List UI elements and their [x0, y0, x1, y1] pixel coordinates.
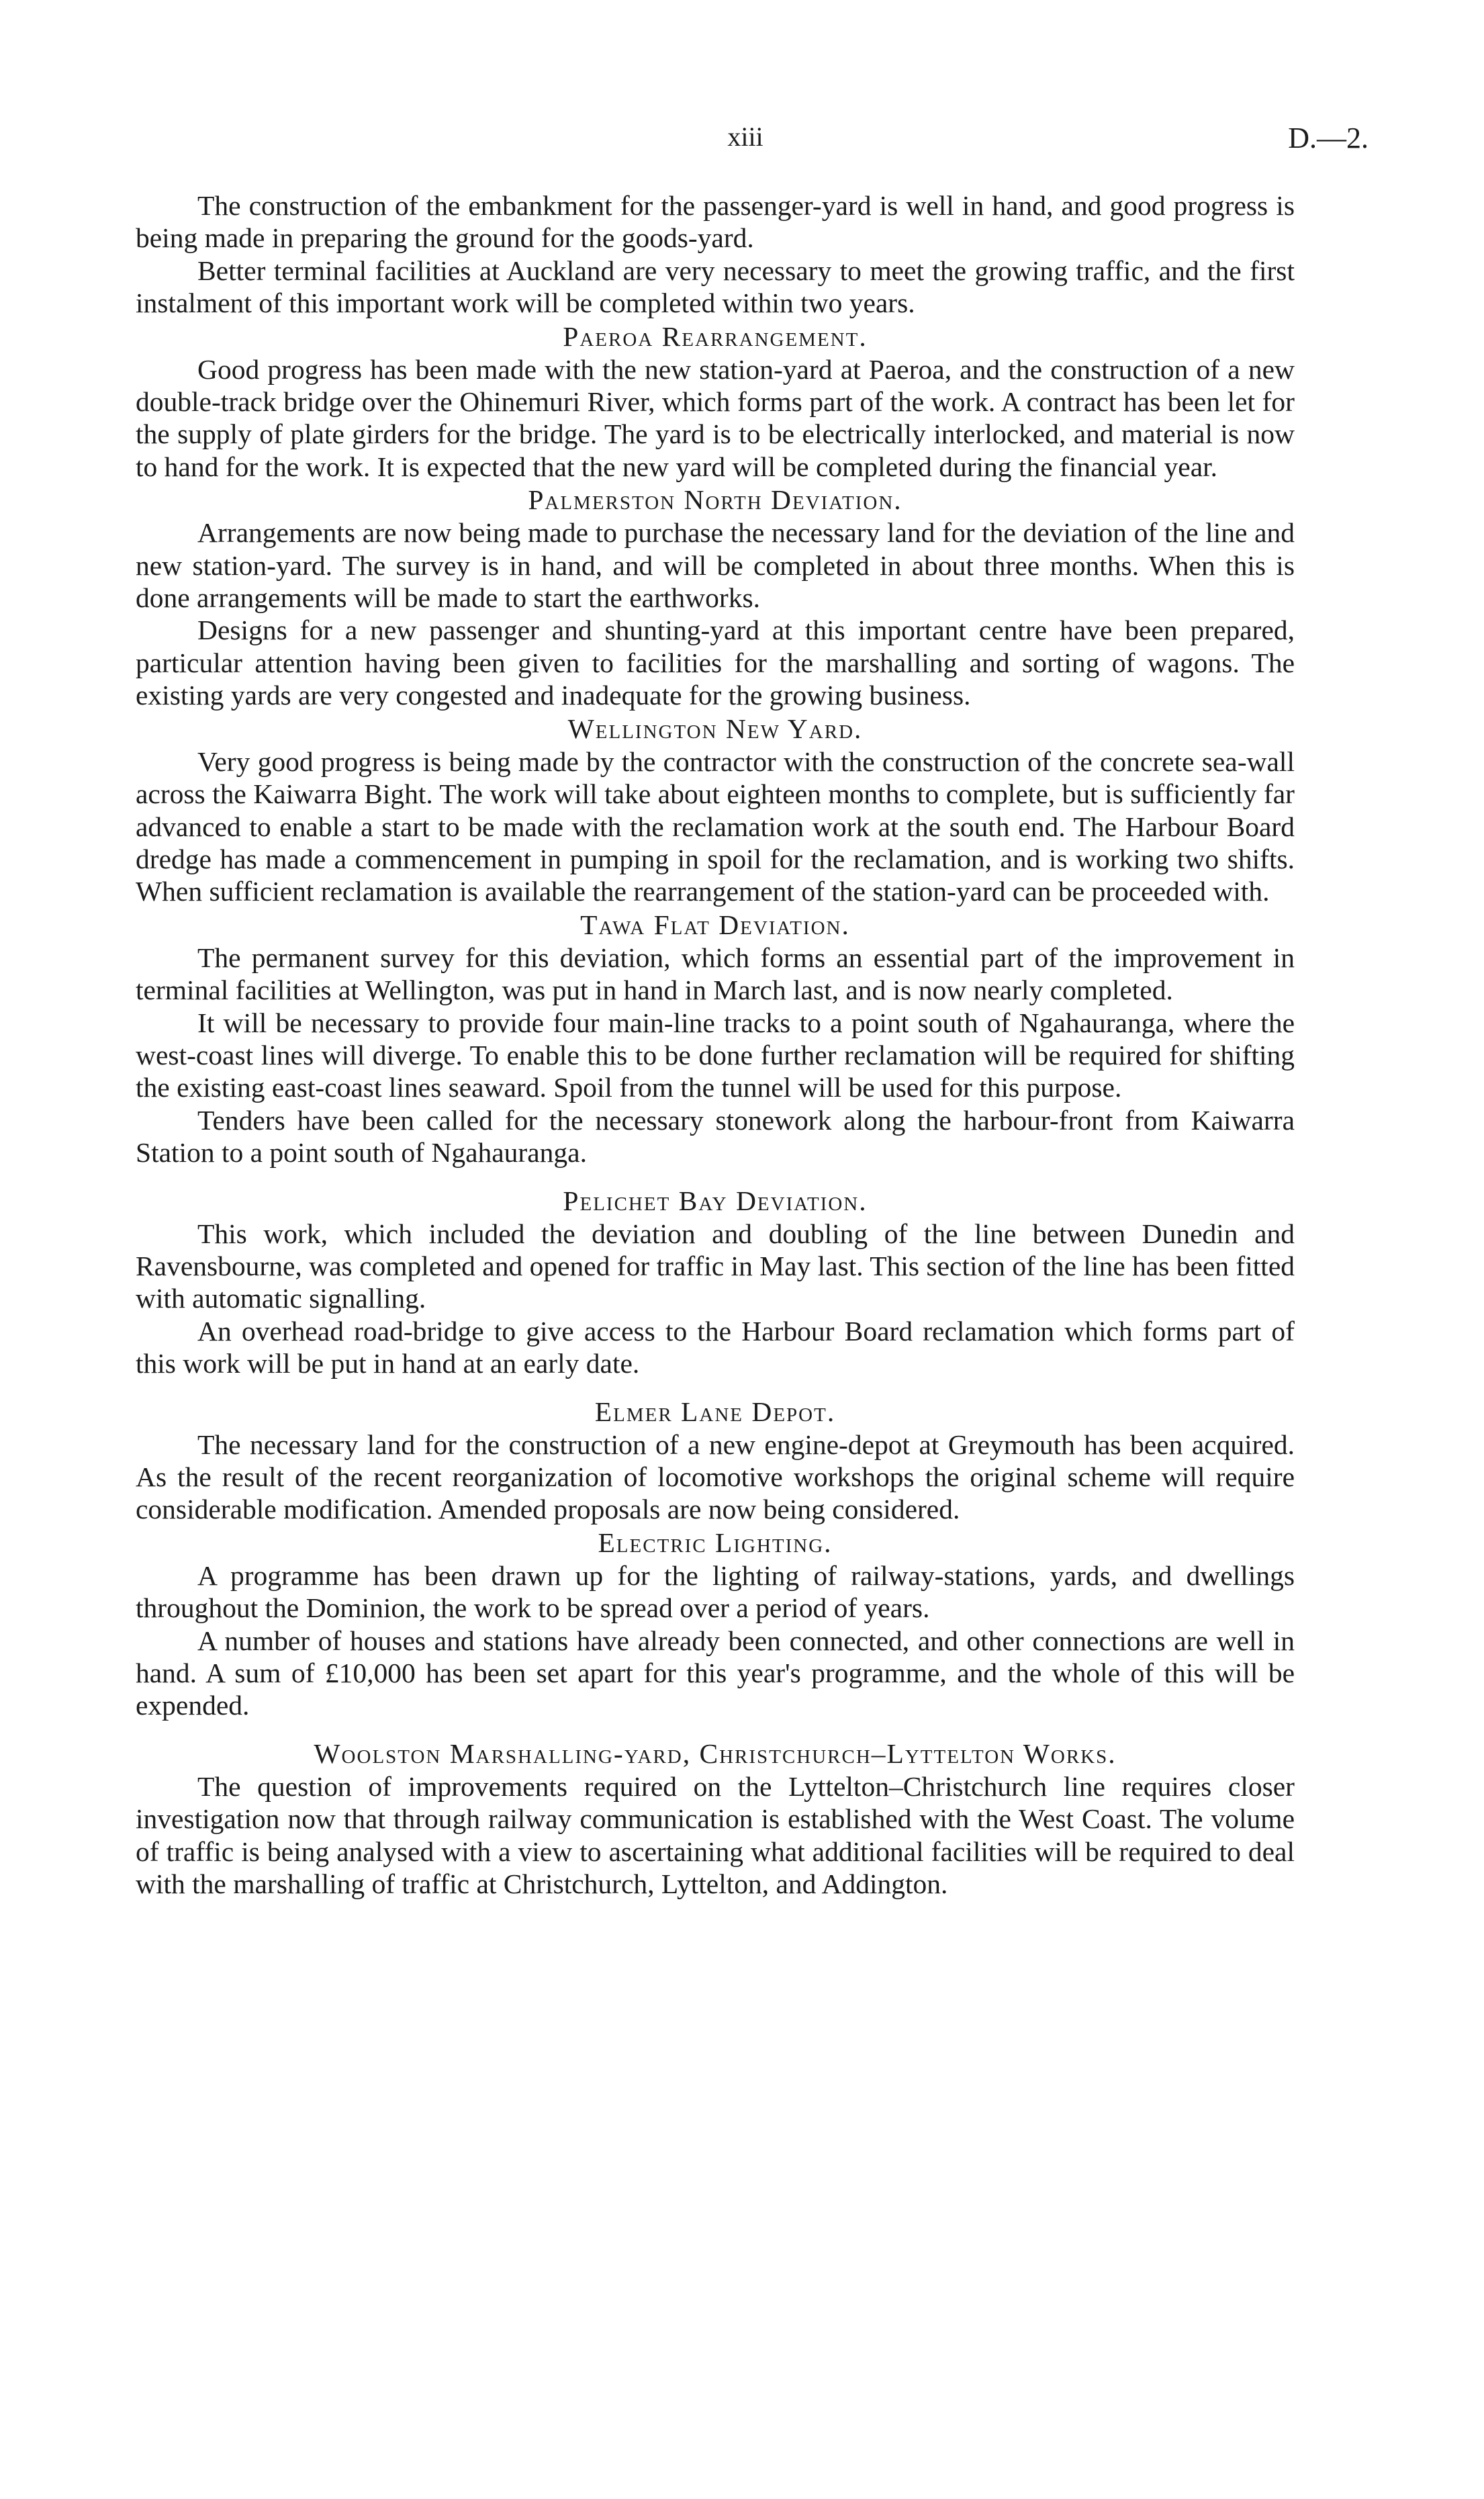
- section-wellington-new-yard: [136, 712, 1295, 908]
- section-heading: Woolston Marshalling-yard, Christchurch–Lyttelton Works.: [314, 1737, 1117, 1769]
- section-heading: Paeroa Rearrangement.: [563, 320, 868, 352]
- section-heading: Wellington New Yard.: [567, 713, 863, 744]
- paragraph: Tenders have been called for the necessary stonework along the harbour-front from Kaiwarra Station to a point south of Ngahauranga.: [136, 1104, 1295, 1169]
- paragraph: It will be necessary to provide four main-line tracks to a point south of Ngahauranga, where the west-coast lines will diverge. To enable this to be done further reclamation will be required for shifting the existing east-coast lines seaward. Spoil from the tunnel will be used for this purpose.: [136, 1007, 1295, 1103]
- section-auckland-yard: [136, 189, 1295, 320]
- section-tawa-flat-deviation: [136, 908, 1295, 1169]
- paragraph: Better terminal facilities at Auckland are very necessary to meet the growing traffic, and the first instalment of this important work will be completed within two years.: [136, 255, 1295, 319]
- paragraph: An overhead road-bridge to give access to the Harbour Board reclamation which forms part of this work will be put in hand at an early date.: [136, 1315, 1295, 1379]
- paragraph: Very good progress is being made by the contractor with the construction of the concrete sea-wall across the Kaiwarra Bight. The work will take about eighteen months to complete, but is sufficiently far advanced to enable a start to be made with the reclamation work at the south end. The Harbour Board dredge has made a commencement in pumping in spoil for the reclamation, and is working two shifts. When sufficient reclamation is available the rearrangement of the station-yard can be proceeded with.: [136, 745, 1295, 907]
- document-body: [136, 189, 1295, 1900]
- section-elmer-lane-depot: [136, 1395, 1295, 1526]
- paragraph: The construction of the embankment for the passenger-yard is well in hand, and good progress is being made in preparing the ground for the goods-yard.: [136, 190, 1295, 254]
- paragraph: Arrangements are now being made to purchase the necessary land for the deviation of the line and new station-yard. The survey is in hand, and will be completed in about three months. When this is done arrangements will be made to start the earthworks.: [136, 517, 1295, 614]
- section-heading: Palmerston North Deviation.: [528, 484, 902, 516]
- section-heading: Pelichet Bay Deviation.: [563, 1185, 868, 1216]
- page-number: xiii: [727, 122, 763, 152]
- paragraph: The question of improvements required on the Lyttelton–Christchurch line requires closer investigation now that through railway communication is established with the West Coast. The volume of traffic is being analysed with a view to ascertaining what additional facilities will be required to deal with the marshalling of traffic at Christchurch, Lyttelton, and Addington.: [136, 1770, 1295, 1900]
- paragraph: A number of houses and stations have already been connected, and other connections are well in hand. A sum of £10,000 has been set apart for this year's programme, and the whole of this will be expended.: [136, 1625, 1295, 1721]
- paragraph: Good progress has been made with the new station-yard at Paeroa, and the construction of a new double-track bridge over the Ohinemuri River, which forms part of the work. A contract has been let for the supply of plate girders for the bridge. The yard is to be electrically interlocked, and material is now to hand for the work. It is expected that the new yard will be completed during the financial year.: [136, 353, 1295, 482]
- section-woolston-marshalling-yard: [136, 1737, 1295, 1901]
- paragraph: A programme has been drawn up for the lighting of railway-stations, yards, and dwellings throughout the Dominion, the work to be spread over a period of years.: [136, 1559, 1295, 1624]
- section-heading: Elmer Lane Depot.: [594, 1396, 836, 1427]
- paragraph: This work, which included the deviation and doubling of the line between Dunedin and Ravensbourne, was completed and opened for traffic in May last. This section of the line has been fitted with automatic signalling.: [136, 1218, 1295, 1314]
- section-heading: Electric Lighting.: [598, 1527, 833, 1558]
- section-heading: Tawa Flat Deviation.: [580, 909, 850, 940]
- paragraph: Designs for a new passenger and shunting-yard at this important centre have been prepared, particular attention having been given to facilities for the marshalling and sorting of wagons. The existing yards are very congested and inadequate for the growing business.: [136, 615, 1295, 711]
- section-paeroa-rearrangement: [136, 320, 1295, 484]
- section-pelichet-bay-deviation: [136, 1184, 1295, 1380]
- paragraph: The permanent survey for this deviation, which forms an essential part of the improvement in terminal facilities at Wellington, was put in hand in March last, and is now nearly completed.: [136, 942, 1295, 1006]
- section-palmerston-north-deviation: [136, 483, 1295, 711]
- section-electric-lighting: [136, 1526, 1295, 1722]
- paragraph: The necessary land for the construction of a new engine-depot at Greymouth has been acquired. As the result of the recent reorganization of locomotive workshops the original scheme will require considerable modification. Amended proposals are now being considered.: [136, 1428, 1295, 1525]
- document-reference: D.—2.: [1288, 122, 1369, 154]
